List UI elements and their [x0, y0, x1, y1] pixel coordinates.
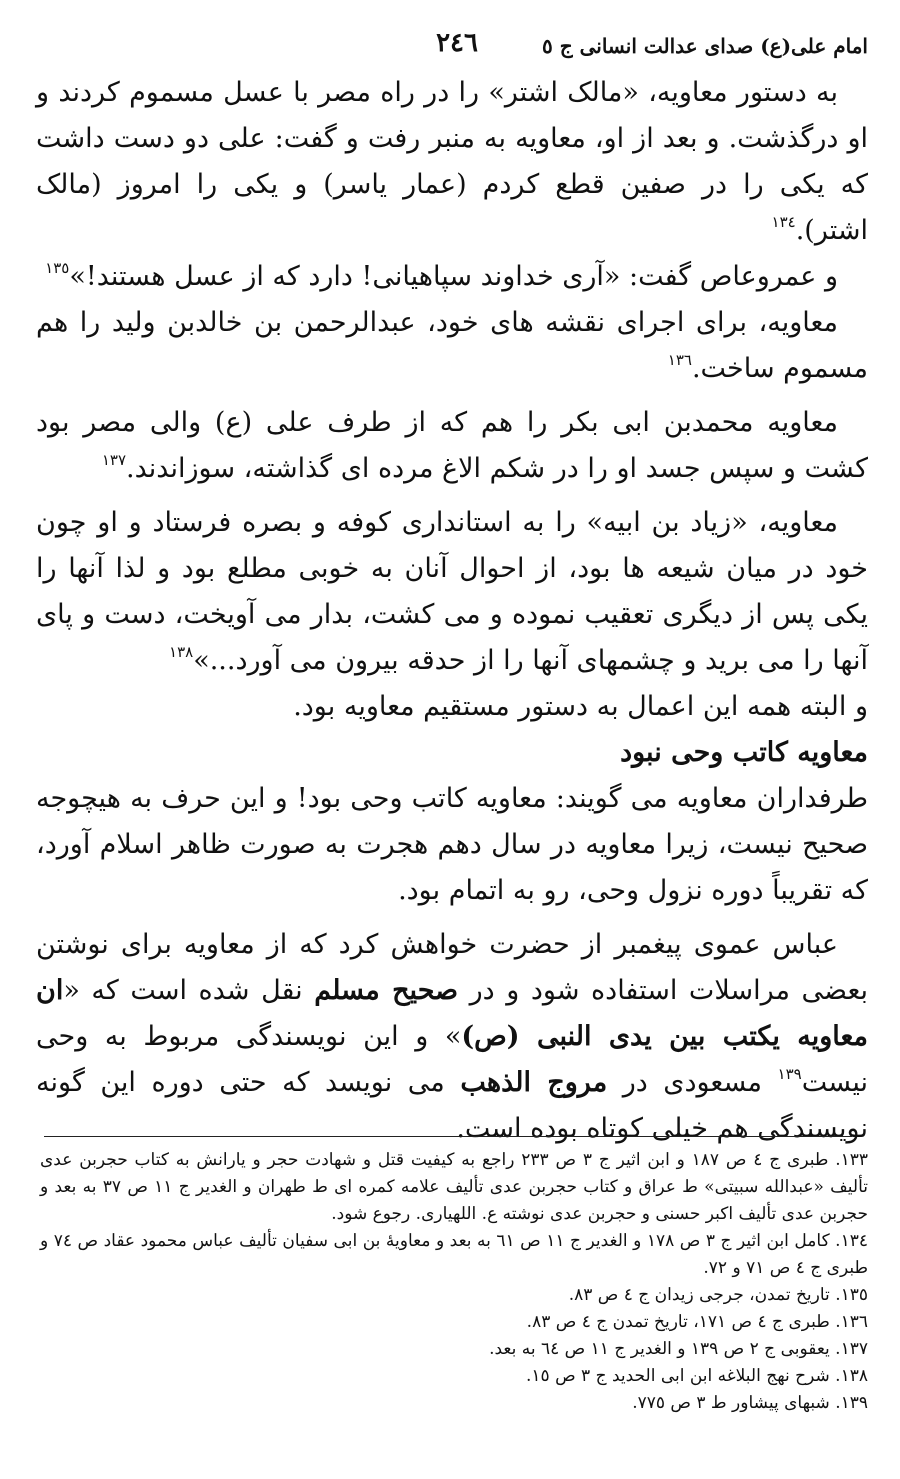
footnote: ١٣٦. طبری ج ٤ ص ١٧١، تاریخ تمدن ج ٤ ص ٨٣. — [526, 1312, 868, 1332]
footnote-divider — [44, 1136, 852, 1137]
paragraph: معاویه، برای اجرای نقشه های خود، عبدالرحمن بن خالدبن ولید را هم مسموم ساخت.$^{١٣٦}$ — [36, 307, 868, 384]
footnote: ١٣٥. تاریخ تمدن، جرجی زیدان ج ٤ ص ٨٣. — [568, 1285, 868, 1305]
footnote-ref: ١٣٨ — [169, 643, 194, 661]
section-heading: معاویه کاتب وحی نبود — [620, 737, 868, 768]
paragraph: معاویه محمدبن ابی بکر را هم که از طرف علی (ع) والی مصر بود کشت و سپس جسد او را در شکم الاغ مرده ای گذاشته، سوزاندند.$^{١٣٧}$ — [36, 407, 868, 484]
bold-quote: ان معاویه یکتب بین یدی النبی (ص) — [36, 975, 868, 1052]
paragraph: معاویه، «زیاد بن ابیه» را به استانداری کوفه و بصره فرستاد و او چون خود در میان شیعه ها بود، از احوال آنان به خوبی مطلع بود و لذا آنها را یکی پس از دیگری تعقیب نموده و می کشت، بدار می آویخت، دست و پای آنها را می برید و چشمهای آنها را از حدقه بیرون می آورد...»$^{١٣٨}$ — [36, 507, 868, 676]
bold-reference: صحیح مسلم — [314, 975, 459, 1006]
footnotes — [40, 1147, 868, 1417]
paragraph: و عمروعاص گفت: «آری خداوند سپاهیانی! دارد که از عسل هستند!»$^{١٣٥}$ — [45, 259, 838, 292]
running-title: امام علی(ع) صدای عدالت انسانی ج ٥ — [542, 34, 868, 58]
footnote: ١٣٤. کامل ابن اثیر ج ٣ ص ١٧٨ و الغدیر ج ١١ ص ٦١ به بعد و معاویهٔ بن ابی سفیان تألیف عباس محمود عقاد ص ٧٤ و طبری ج ٤ ص ٧١ و ٧٢. — [40, 1231, 868, 1278]
page-header — [36, 28, 868, 70]
footnote-ref: ١٣٧ — [101, 451, 126, 469]
paragraph: به دستور معاویه، «مالک اشتر» را در راه مصر با عسل مسموم کردند و او درگذشت. و بعد از او، معاویه به منبر رفت و گفت: علی دو دست داشت که یکی را در صفین قطع کردم (عمار یاسر) و یکی را امروز (مالک اشتر).$^{١٣٤}$ — [36, 77, 868, 246]
footnote: ١٣٨. شرح نهج البلاغه ابن ابی الحدید ج ٣ ص ١٥. — [526, 1366, 868, 1386]
footnote: ١٣٧. یعقوبی ج ٢ ص ١٣٩ و الغدیر ج ١١ ص ٦٤ به بعد. — [489, 1339, 868, 1359]
footnote-ref: ١٣٥ — [45, 259, 70, 277]
main-text — [36, 70, 868, 1152]
footnote: ١٣٩. شبهای پیشاور ط ٣ ص ٧٧٥. — [632, 1393, 868, 1413]
paragraph: طرفداران معاویه می گویند: معاویه کاتب وحی بود! و این حرف به هیچوجه صحیح نیست، زیرا معاویه در سال دهم هجرت به صورت ظاهر اسلام آورد، که تقریباً دوره نزول وحی، رو به اتمام بود. — [36, 783, 868, 906]
footnote-ref: ١٣٦ — [667, 351, 692, 369]
paragraph: و البته همه این اعمال به دستور مستقیم معاویه بود. — [293, 691, 868, 722]
book-page — [36, 28, 868, 1152]
paragraph: عباس عموی پیغمبر از حضرت خواهش کرد که از معاویه برای نوشتن بعضی مراسلات استفاده شود و در صحیح مسلم نقل شده است که «ان معاویه یکتب بین یدی النبی (ص)» و این نویسندگی مربوط به وحی نیست$^{١٣٩}$ مسعودی در مروج الذهب می نویسد که حتی دوره این گونه نویسندگی هم خیلی کوتاه بوده است. — [36, 929, 868, 1144]
page-number: ٢٤٦ — [436, 28, 478, 58]
footnote-ref: ١٣٤ — [771, 213, 796, 231]
footnote: ١٣٣. طبری ج ٤ ص ١٨٧ و ابن اثیر ج ٣ ص ٢٣٣ راجع به کیفیت قتل و شهادت حجر و یارانش به کتاب حجربن عدی تألیف «عبدالله سبیتی» ط عراق و کتاب حجربن عدی تألیف علامه کمره ای ط طهران و الغدیر ج ١١ ص ٣٧ به بعد و حجربن عدی تألیف اکبر حسنی و حجربن عدی نوشته ع. اللهیاری. رجوع شود. — [40, 1150, 869, 1224]
footnote-ref: ١٣٩ — [777, 1065, 802, 1083]
bold-reference: مروج الذهب — [460, 1067, 608, 1098]
